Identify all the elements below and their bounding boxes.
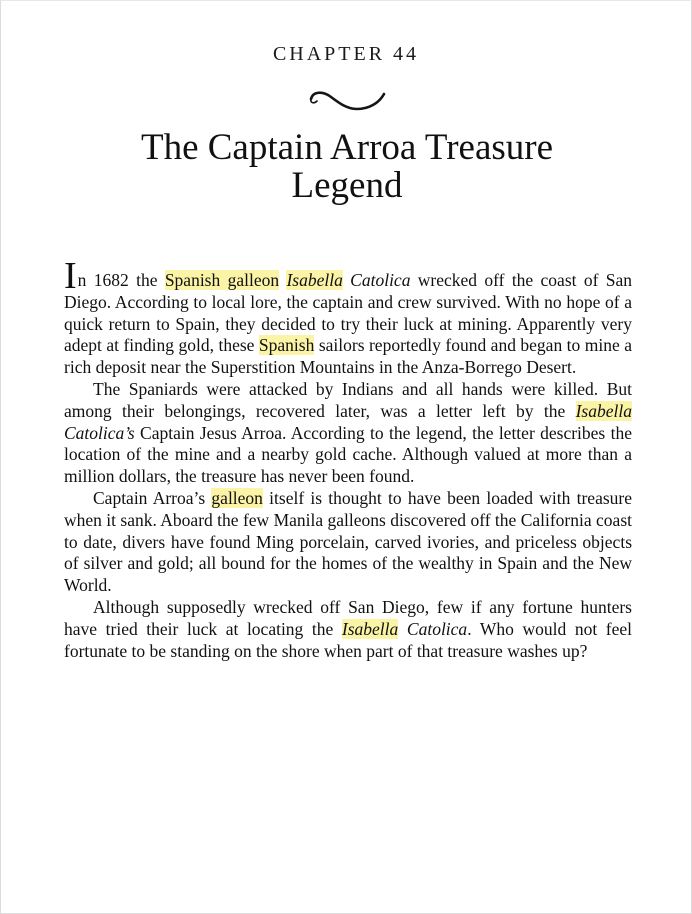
- chapter-label: CHAPTER 44: [272, 43, 420, 65]
- text-segment: [398, 619, 407, 639]
- text-segment: wrecked off the coast of San Diego. According to local lore, the captain and crew survived. With no hope of a quick return to Spain, they decided to try their luck at mining. Apparently very adept at finding gold, these: [64, 270, 633, 356]
- body-paragraph: [64, 379, 632, 488]
- text-segment: sailors reportedly found and began to mine a rich deposit near the Superstition Mountains in the Anza-Borrego Desert.: [64, 335, 632, 378]
- highlighted-text[interactable]: Isabella: [286, 270, 343, 290]
- text-segment: Catolica: [350, 270, 411, 290]
- body-paragraph: [64, 597, 632, 662]
- text-segment: n 1682 the: [77, 270, 165, 290]
- text-segment: Captain Arroa’s: [93, 487, 212, 508]
- body-paragraph: [64, 255, 633, 379]
- highlighted-text[interactable]: Isabella: [341, 618, 399, 639]
- text-segment: . Who would not feel fortunate to be standing on the shore when part of that treasure washes up?: [64, 618, 633, 661]
- highlighted-text[interactable]: Spanish galleon: [164, 270, 280, 290]
- body-paragraph: [64, 488, 632, 597]
- text-segment: Although supposedly wrecked off San Diego, few if any fortune hunters have tried their luck at locating the: [64, 596, 632, 639]
- text-segment: Catolica: [406, 618, 468, 639]
- text-segment: itself is thought to have been loaded with treasure when it sank. Aboard the few Manila galleons discovered off the California coast to date, divers have found Ming porcelain, carved ivories, and priceless objects of silver and gold; all bound for the homes of the wealthy in Spain and the New World.: [64, 487, 632, 596]
- text-segment: Catolica’s: [64, 422, 135, 443]
- highlighted-text[interactable]: Isabella: [575, 400, 632, 421]
- swash-ornament-icon: [305, 87, 389, 115]
- chapter-title: [41, 129, 653, 205]
- text-segment: Captain Jesus Arroa. According to the legend, the letter describes the location of the mine and a nearby gold cache. Although valued at more than a million dollars, the treasure has never been found.: [64, 422, 632, 487]
- chapter-title-line-1: The Captain Arroa Treasure: [140, 127, 554, 168]
- highlighted-text[interactable]: Spanish: [258, 335, 315, 356]
- text-segment: The Spaniards were attacked by Indians and all hands were killed. But among their belongings, recovered later, was a letter left by the: [64, 378, 632, 421]
- chapter-title-line-2: Legend: [291, 165, 403, 206]
- highlighted-text[interactable]: galleon: [211, 487, 263, 508]
- drop-cap: I: [64, 255, 77, 297]
- chapter-body: [64, 255, 633, 662]
